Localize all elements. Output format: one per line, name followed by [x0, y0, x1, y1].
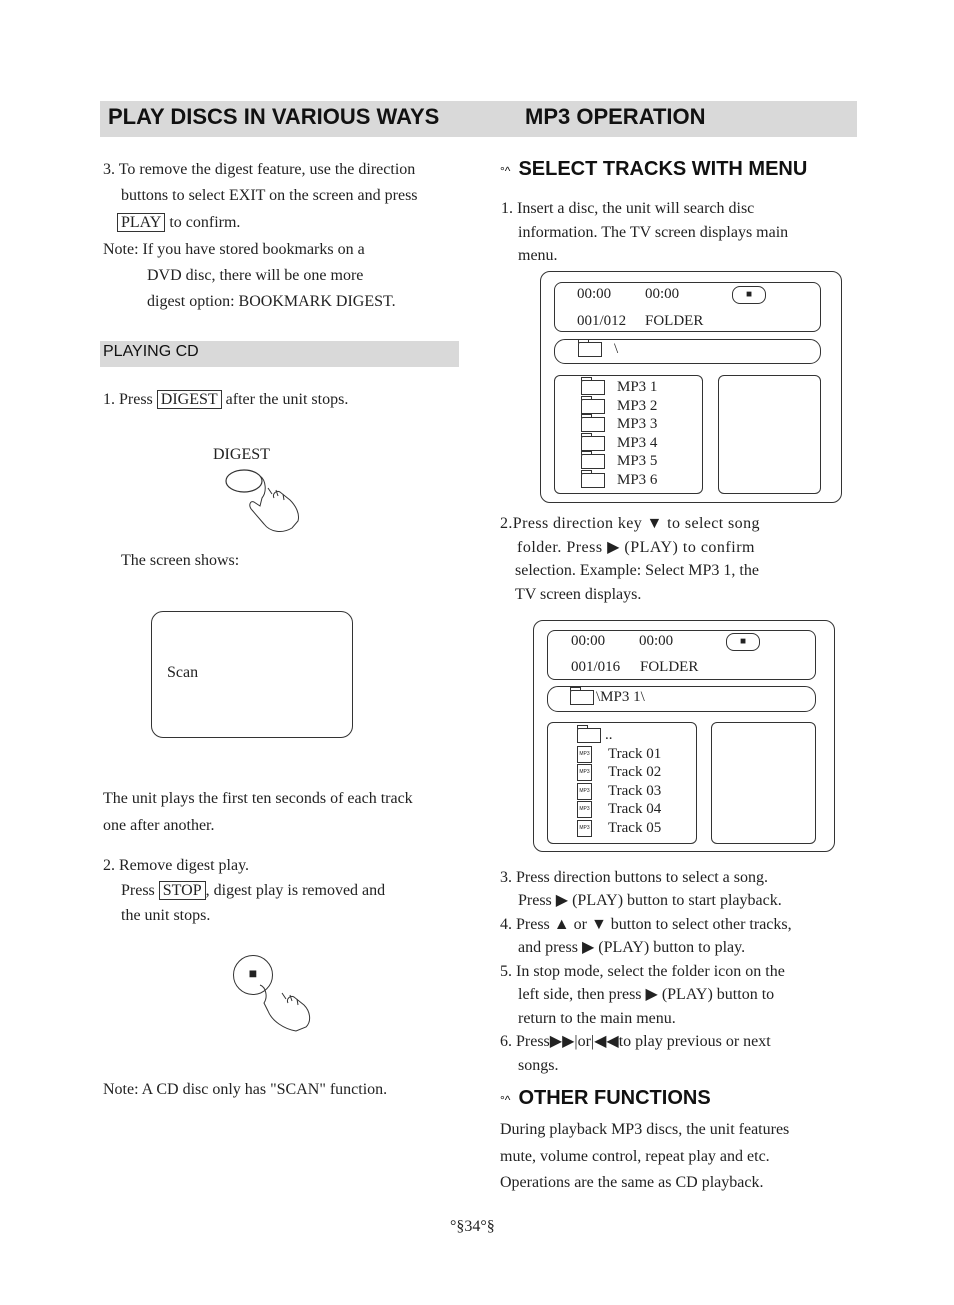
folder-icon [577, 728, 601, 743]
digest-label: DIGEST [213, 446, 270, 463]
other-line2: mute, volume control, repeat play and etc. [500, 1148, 770, 1165]
r-step2-line2: folder. Press ▶ (PLAY) to confirm [517, 539, 755, 556]
screen2-label: FOLDER [640, 659, 699, 675]
r-step1-line3: menu. [518, 247, 558, 264]
other-line1: During playback MP3 discs, the unit features [500, 1121, 790, 1138]
folder-label: MP3 5 [617, 453, 658, 469]
r-step2-line4: TV screen displays. [515, 586, 642, 603]
step3-line3 [117, 210, 240, 236]
screen1-stop-icon: ■ [732, 286, 766, 304]
digest-key: DIGEST [157, 390, 222, 409]
screen2-path-text: \MP3 1\ [596, 689, 645, 705]
r-step6-line2: songs. [518, 1057, 559, 1074]
mp3-file-icon: MP3 [577, 820, 592, 837]
screen1-counter: 001/012 [577, 313, 627, 329]
right-page-title: MP3 OPERATION [525, 104, 706, 129]
r-step2-line3: selection. Example: Select MP3 1, the [515, 562, 759, 579]
step1-suffix: after the unit stops. [225, 391, 349, 408]
section2-symbol: °^ [500, 1093, 511, 1107]
mp3-file-icon: MP3 [577, 783, 592, 800]
screen2-time2: 00:00 [639, 633, 674, 649]
step1-prefix: 1. Press [103, 391, 153, 408]
step3-suffix: to confirm. [169, 214, 241, 231]
screen1-folder-items [581, 378, 657, 489]
list-item [577, 800, 661, 819]
folder-icon [581, 380, 605, 395]
step3-line1: 3. To remove the digest feature, use the direction [103, 161, 416, 178]
folder-label: MP3 1 [617, 379, 658, 395]
list-item [581, 434, 657, 453]
screen1-label: FOLDER [645, 313, 704, 329]
list-item [577, 782, 661, 801]
digest-hand-icon [220, 466, 305, 541]
screen1-preview-box [718, 375, 821, 494]
step2-line1 [121, 878, 385, 904]
track-label: Track 01 [608, 745, 662, 762]
folder-icon [581, 399, 605, 414]
screen1-path-text: \ [614, 341, 619, 357]
section1-symbol: °^ [500, 164, 511, 178]
folder-label: MP3 3 [617, 416, 658, 432]
mp3-file-icon: MP3 [577, 764, 592, 781]
r-step3-line2: Press ▶ (PLAY) button to start playback. [518, 892, 782, 909]
folder-label: MP3 6 [617, 471, 658, 488]
list-item [577, 819, 661, 838]
folder-icon [570, 690, 594, 705]
play-key: PLAY [117, 213, 165, 232]
r-step4-line1: 4. Press ▲ or ▼ button to select other tracks, [500, 916, 792, 933]
r-step4-line2: and press ▶ (PLAY) button to play. [518, 939, 746, 956]
note-line1: Note: If you have stored bookmarks on a [103, 241, 365, 258]
track-label: Track 05 [608, 819, 662, 836]
step2-title: 2. Remove digest play. [103, 857, 250, 874]
stop-button-icon: ■ [233, 955, 273, 995]
stop-hand-icon [250, 975, 320, 1040]
step2-line2: the unit stops. [121, 907, 211, 924]
folder-icon [581, 417, 605, 432]
note-line2: DVD disc, there will be one more [147, 267, 364, 284]
r-step5-line3: return to the main menu. [518, 1010, 676, 1027]
track-label: Track 02 [608, 764, 662, 780]
list-item [581, 397, 657, 416]
step3-line2: buttons to select EXIT on the screen and press [121, 187, 418, 204]
plays-line1: The unit plays the first ten seconds of each track [103, 790, 413, 807]
folder-label: MP3 2 [617, 397, 658, 414]
parent-label: .. [605, 727, 613, 743]
track-label: Track 03 [608, 782, 662, 799]
r-step5-line1: 5. In stop mode, select the folder icon on the [500, 963, 785, 980]
screen1-path [578, 341, 618, 358]
r-step1-line2: information. The TV screen displays main [518, 224, 789, 241]
parent-folder-item [577, 726, 661, 745]
step2-suffix: , digest play is removed and [205, 882, 386, 899]
step1-line [103, 387, 348, 413]
list-item [581, 471, 657, 490]
folder-icon [578, 342, 602, 357]
cd-note: Note: A CD disc only has "SCAN" function. [103, 1081, 388, 1098]
section1-title: SELECT TRACKS WITH MENU [518, 158, 808, 180]
r-step3-line1: 3. Press direction buttons to select a song. [500, 869, 768, 886]
list-item [581, 452, 657, 471]
page-number: °§34°§ [450, 1218, 495, 1235]
section2-title: OTHER FUNCTIONS [518, 1087, 711, 1109]
plays-line2: one after another. [103, 817, 215, 834]
screen-shows-text: The screen shows: [121, 552, 240, 569]
mp3-file-icon: MP3 [577, 801, 592, 818]
list-item [581, 415, 657, 434]
screen1-time2: 00:00 [645, 286, 680, 302]
list-item [581, 378, 657, 397]
folder-icon [581, 436, 605, 451]
left-page-title: PLAY DISCS IN VARIOUS WAYS [108, 104, 440, 129]
list-item [577, 745, 661, 764]
folder-label: MP3 4 [617, 434, 658, 451]
r-step5-line2: left side, then press ▶ (PLAY) button to [518, 986, 775, 1003]
scan-text: Scan [167, 664, 199, 681]
screen2-preview-box [711, 722, 816, 844]
screen1-time1: 00:00 [577, 286, 612, 302]
step2-prefix: Press [121, 882, 155, 899]
stop-key: STOP [159, 881, 206, 900]
screen2-time1: 00:00 [571, 633, 606, 649]
other-functions-heading [500, 1087, 711, 1110]
screen2-path [570, 689, 645, 706]
screen2-track-items [577, 726, 661, 837]
playing-cd-heading: PLAYING CD [103, 343, 199, 360]
note-line3: digest option: BOOKMARK DIGEST. [147, 293, 396, 310]
r-step1-line1: 1. Insert a disc, the unit will search disc [501, 200, 755, 217]
folder-icon [581, 473, 605, 488]
track-label: Track 04 [608, 801, 662, 817]
other-line3: Operations are the same as CD playback. [500, 1174, 764, 1191]
r-step2-line1: 2.Press direction key ▼ to select song [500, 515, 760, 532]
r-step6-line1: 6. Press▶▶|or|◀◀to play previous or next [500, 1033, 771, 1050]
list-item [577, 763, 661, 782]
select-tracks-heading [500, 158, 807, 181]
folder-icon [581, 454, 605, 469]
screen2-counter: 001/016 [571, 659, 621, 675]
mp3-file-icon: MP3 [577, 746, 592, 763]
screen2-stop-icon: ■ [726, 633, 760, 651]
